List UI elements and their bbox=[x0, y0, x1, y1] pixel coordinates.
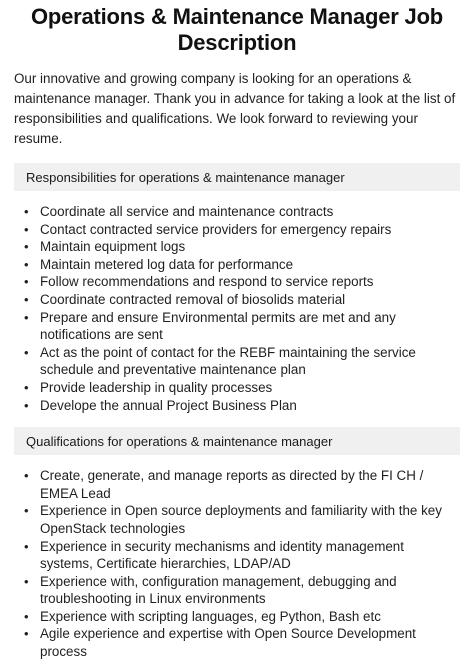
qualifications-item-text: Create, generate, and manage reports as directed by the FI CH / EMEA Lead bbox=[40, 468, 424, 501]
qualifications-list-item bbox=[24, 573, 460, 608]
bullet-icon: • bbox=[24, 573, 29, 589]
qualifications-list-item bbox=[24, 467, 460, 502]
bullet-icon: • bbox=[24, 221, 29, 237]
bullet-icon: • bbox=[24, 397, 29, 413]
qualifications-list bbox=[14, 467, 460, 661]
responsibilities-list-item bbox=[24, 273, 460, 291]
bullet-icon: • bbox=[24, 291, 29, 307]
responsibilities-list-item bbox=[24, 291, 460, 309]
qualifications-heading: Qualifications for operations & maintenance manager bbox=[14, 427, 460, 455]
bullet-icon: • bbox=[24, 379, 29, 395]
responsibilities-item-text: Coordinate contracted removal of biosolids material bbox=[40, 291, 346, 307]
bullet-icon: • bbox=[24, 204, 29, 219]
intro-paragraph: Our innovative and growing company is looking for an operations & maintenance manager. Thank you in advance for taking a look at the list of responsibilities and qualifications. We look forward to reviewing your resume. bbox=[14, 71, 456, 146]
bullet-icon: • bbox=[24, 344, 29, 360]
responsibilities-item-text: Develope the annual Project Business Plan bbox=[40, 397, 297, 413]
responsibilities-item-text: Act as the point of contact for the REBF maintaining the service schedule and preventative maintenance plan bbox=[40, 344, 416, 378]
responsibilities-heading: Responsibilities for operations & maintenance manager bbox=[14, 163, 460, 191]
bullet-icon: • bbox=[24, 626, 29, 642]
responsibilities-item-text: Follow recommendations and respond to service reports bbox=[40, 274, 374, 290]
bullet-icon: • bbox=[24, 309, 29, 325]
responsibilities-list-item bbox=[24, 344, 460, 379]
responsibilities-item-text: Maintain equipment logs bbox=[40, 239, 186, 255]
qualifications-item-text: Experience in Open source deployments and familiarity with the key OpenStack technologies bbox=[40, 503, 442, 536]
bullet-icon: • bbox=[24, 608, 29, 624]
qualifications-item-text: Experience with, configuration management, debugging and troubleshooting in Linux environments bbox=[40, 573, 397, 607]
responsibilities-item-text: Coordinate all service and maintenance contracts bbox=[40, 204, 334, 219]
responsibilities-list-item bbox=[24, 238, 460, 256]
bullet-icon: • bbox=[24, 468, 29, 484]
qualifications-item-text: Experience in security mechanisms and identity management systems, Certificate hierarchies, LDAP/AD bbox=[40, 538, 404, 572]
responsibilities-item-text: Contact contracted service providers for emergency repairs bbox=[40, 221, 392, 237]
page-title: Operations & Maintenance Manager Job Description bbox=[30, 4, 444, 55]
qualifications-item-text: Experience with scripting languages, eg Python, Bash etc bbox=[40, 608, 381, 624]
bullet-icon: • bbox=[24, 239, 29, 255]
qualifications-list-item bbox=[24, 625, 460, 660]
responsibilities-list-item bbox=[24, 256, 460, 274]
bullet-icon: • bbox=[24, 274, 29, 290]
responsibilities-list-item bbox=[24, 309, 460, 344]
responsibilities-list-item bbox=[24, 203, 460, 221]
qualifications-list-item bbox=[24, 502, 460, 537]
responsibilities-list-item bbox=[24, 221, 460, 239]
qualifications-list-item bbox=[24, 608, 460, 626]
responsibilities-item-text: Prepare and ensure Environmental permits are met and any notifications are sent bbox=[40, 309, 396, 343]
responsibilities-list-item bbox=[24, 379, 460, 397]
responsibilities-item-text: Maintain metered log data for performance bbox=[40, 256, 294, 272]
bullet-icon: • bbox=[24, 538, 29, 554]
responsibilities-item-text: Provide leadership in quality processes bbox=[40, 379, 273, 395]
bullet-icon: • bbox=[24, 503, 29, 519]
bullet-icon: • bbox=[24, 256, 29, 272]
responsibilities-list-item bbox=[24, 397, 460, 415]
responsibilities-list bbox=[14, 203, 460, 414]
qualifications-item-text: Agile experience and expertise with Open Source Development process bbox=[40, 626, 416, 660]
qualifications-list-item bbox=[24, 538, 460, 573]
